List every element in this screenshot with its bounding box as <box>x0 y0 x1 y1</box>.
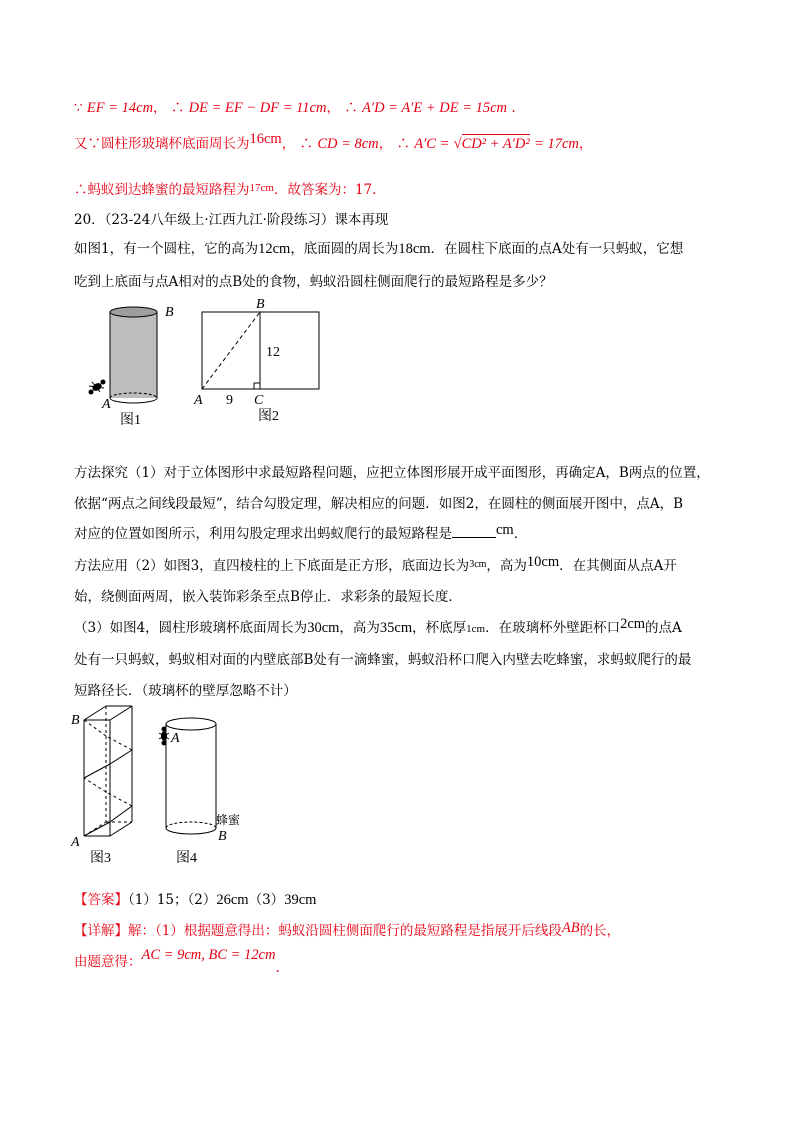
text: 由题意得： <box>74 954 142 970</box>
cylinder-bottom-front <box>110 398 157 403</box>
separator: ， <box>281 136 296 152</box>
detail-text: 解：（1）根据题意得出：蚂蚁沿圆柱侧面爬行的最短路程是指展开后线段 <box>128 923 562 939</box>
prism-edge <box>110 706 132 720</box>
label-a: A <box>171 731 180 746</box>
question-paragraph-1 <box>74 237 683 258</box>
solution-line-1 <box>74 96 516 117</box>
figure-4-caption: 图4 <box>176 851 197 866</box>
answer-2: 26cm <box>216 892 249 908</box>
separator: ， <box>378 136 393 152</box>
perimeter-text: 又∵圆柱形玻璃杯底面周长为 <box>74 136 250 152</box>
figure-2-caption: 图2 <box>258 409 279 424</box>
question-paragraph-6 <box>74 554 677 575</box>
answer-tail: ．故答案为：17. <box>273 182 377 198</box>
circumference-value: 30cm <box>307 620 340 636</box>
equation-de: DE = EF − DF = 11cm <box>188 100 327 116</box>
text: ，高为 <box>486 558 527 574</box>
text: 如图1，有一个圆柱，它的高为 <box>74 241 259 257</box>
separator: ， <box>326 100 340 116</box>
text: 的点A <box>645 620 682 636</box>
label-a: A <box>194 393 203 408</box>
equation-ac-radicand: CD² + A′D² <box>461 136 530 152</box>
text: ，高为 <box>339 620 380 636</box>
therefore-symbol: ∴ <box>299 136 314 152</box>
therefore-symbol: ∴ <box>344 100 358 116</box>
height-value: 10cm <box>526 554 560 570</box>
question-paragraph-3: 方法探究（1）对于立体图形中求最短路程问题，应把立体图形展开成平面图形，再确定A，B两点的位置， <box>74 465 710 481</box>
because-symbol: ∵ <box>74 100 83 116</box>
ant-icon <box>159 727 169 746</box>
glass-bottom-back <box>166 822 216 828</box>
period: . <box>275 960 280 976</box>
solution-line-2 <box>74 132 592 153</box>
answer-tag: 【答案】 <box>74 892 128 908</box>
question-header: 20．（23-24八年级上·江西九江·阶段练习）课本再现 <box>74 212 389 228</box>
shortest-path-text: ∴蚂蚁到达蜂蜜的最短路程为 <box>74 182 250 198</box>
therefore-symbol: ∴ <box>396 136 410 152</box>
right-angle-mark <box>254 383 260 389</box>
text: ． <box>513 526 528 542</box>
label-12: 12 <box>266 345 280 360</box>
cylinder-top <box>110 307 157 317</box>
question-paragraph-9: 处有一只蚂蚁，蚂蚁相对面的内壁底部B处有一滴蜂蜜，蚂蚁沿杯口爬入内壁去吃蜂蜜，求蚂蚁爬行的最 <box>74 652 692 668</box>
figure-2-unfolded <box>190 296 330 431</box>
segment-ab: AB <box>561 920 580 936</box>
side-value: 3cm <box>469 559 487 570</box>
solution-line-3 <box>74 178 376 198</box>
question-paragraph-10: 短路径长．（玻璃杯的壁厚忽略不计） <box>74 683 297 699</box>
strip-segment <box>110 750 132 764</box>
height-value: 12cm <box>258 241 291 257</box>
question-paragraph-8 <box>74 616 682 637</box>
label-c: C <box>254 393 264 408</box>
label-b: B <box>256 297 265 312</box>
equation-ef: EF = 14cm <box>86 100 154 116</box>
segment-ab <box>202 312 260 389</box>
equation-ac-rhs: = 17cm <box>534 136 579 152</box>
cylinder-body <box>110 312 157 398</box>
perimeter-value: 16cm <box>249 131 282 147</box>
detail-line-1 <box>74 919 620 940</box>
period: . <box>511 100 516 116</box>
label-b: B <box>71 713 80 728</box>
figure-1-caption: 图1 <box>120 413 141 428</box>
equation-ad: A′D = A′E + DE = 15cm <box>362 100 508 116</box>
text: （3） <box>248 892 285 908</box>
strip-segment <box>84 764 110 778</box>
glass-rim <box>166 718 216 730</box>
text: ．在其侧面从点A开 <box>559 558 677 574</box>
answer-blank <box>452 527 496 538</box>
equation-ac-bc: AC = 9cm, BC = 12cm <box>141 947 276 963</box>
separator: ， <box>153 100 167 116</box>
equation-ac-lhs: A′C = <box>414 136 450 152</box>
strip-hidden-segment <box>84 778 106 792</box>
text: ，杯底厚 <box>412 620 467 636</box>
text: （3）如图4，圆柱形玻璃杯底面周长为 <box>74 620 308 636</box>
text: （2） <box>187 892 217 908</box>
detail-tag: 【详解】 <box>74 923 128 939</box>
ant-icon <box>89 380 106 395</box>
figure-4-glass <box>150 706 260 866</box>
strip-segment <box>84 822 110 836</box>
height-value: 35cm <box>379 620 413 636</box>
answer-line <box>74 888 316 909</box>
question-paragraph-5 <box>74 522 527 543</box>
prism-edge <box>84 706 106 720</box>
text: ．在圆柱下底面的点A处有一只蚂蚁，它想 <box>430 241 684 257</box>
sqrt-sign: √ <box>453 136 462 152</box>
label-b: B <box>165 305 174 320</box>
text: 方法应用（2）如图3，直四棱柱的上下底面是正方形，底面边长为 <box>74 558 470 574</box>
answer-1: （1）15； <box>128 892 188 908</box>
unit: cm <box>496 522 514 538</box>
glass-bottom-front <box>166 828 216 834</box>
text: 对应的位置如图所示，利用勾股定理求出蚂蚁爬行的最短路程是 <box>74 526 452 542</box>
strip-hidden-segment <box>84 720 106 736</box>
equation-cd: CD = 8cm <box>317 136 379 152</box>
answer-3: 39cm <box>284 892 317 908</box>
circumference-value: 18cm <box>398 241 431 257</box>
detail-line-2 <box>74 947 280 976</box>
label-a: A <box>102 397 111 412</box>
label-honey: 蜂蜜 <box>216 813 241 827</box>
figure-1-cylinder <box>80 300 190 430</box>
question-paragraph-7: 始，绕侧面两周，嵌入装饰彩条至点B停止．求彩条的最短长度． <box>74 589 462 605</box>
strip-segment <box>110 806 132 822</box>
distance-value: 2cm <box>620 616 646 632</box>
question-paragraph-4: 依据“两点之间线段最短”，结合勾股定理，解决相应的问题．如图2，在圆柱的侧面展开图中，点A，B <box>74 496 684 512</box>
detail-text: 的长， <box>579 923 621 939</box>
question-paragraph-2: 吃到上底面与点A相对的点B处的食物，蚂蚁沿圆柱侧面爬行的最短路程是多少？ <box>74 274 553 290</box>
shortest-path-value: 17cm <box>249 182 274 194</box>
label-a: A <box>71 835 80 850</box>
therefore-symbol: ∴ <box>170 100 185 116</box>
label-9: 9 <box>226 393 233 408</box>
text: ．在玻璃杯外壁距杯口 <box>485 620 621 636</box>
prism-edge <box>110 822 132 836</box>
separator: ， <box>578 136 593 152</box>
figure-3-caption: 图3 <box>90 851 111 866</box>
label-b: B <box>218 829 227 844</box>
thickness-value: 1cm <box>466 623 486 635</box>
text: ，底面圆的周长为 <box>290 241 399 257</box>
